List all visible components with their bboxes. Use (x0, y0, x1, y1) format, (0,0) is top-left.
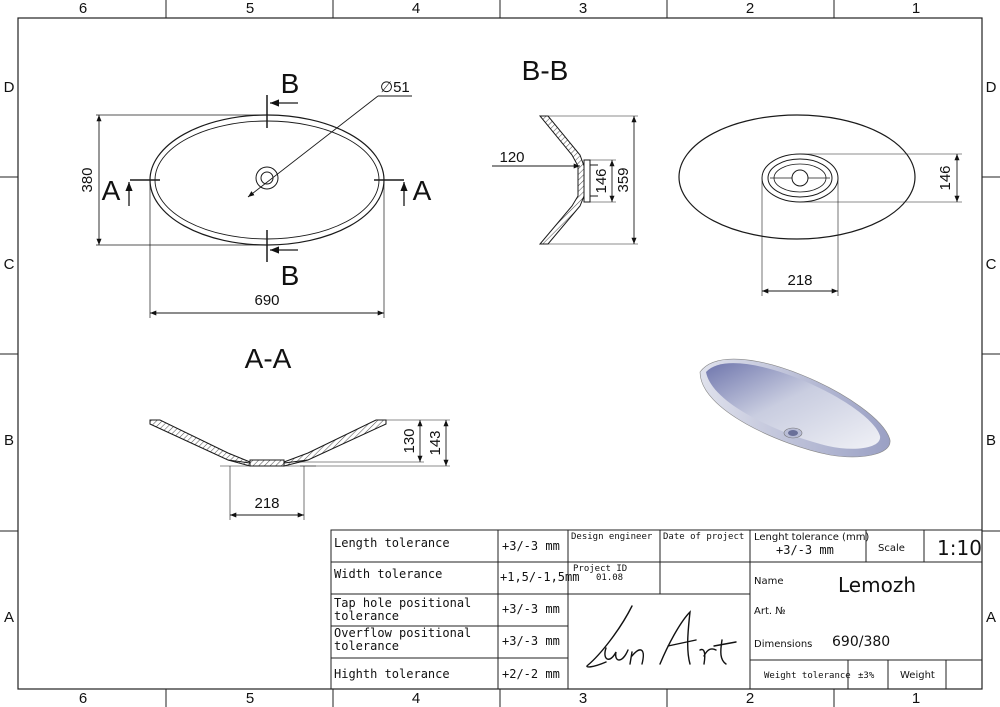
design-engineer-label: Design engineer (571, 532, 653, 542)
zone-left-b: B (3, 432, 15, 449)
dimensions-value: 690/380 (832, 634, 891, 650)
scale-label: Scale (878, 543, 905, 554)
drain-hole-outer (256, 167, 278, 189)
dimensions-label: Dimensions (754, 639, 813, 650)
zone-bottom-3: 4 (411, 690, 421, 707)
tol-width-label: Width tolerance (334, 567, 443, 581)
length-tol-mm-value: +3/-3 mm (776, 543, 834, 557)
dim-bottom-length: 218 (787, 272, 813, 289)
zone-top-6: 1 (911, 0, 921, 17)
cut-label-a-right: A (412, 175, 432, 206)
zone-bottom-4: 3 (578, 690, 588, 707)
zone-left-d: D (3, 79, 15, 96)
dim-plan-length: 690 (254, 292, 280, 309)
section-aa-title: A-A (244, 343, 292, 374)
dim-aa-h1: 130 (401, 428, 418, 454)
zone-right-a: A (985, 609, 997, 626)
zone-left-c: C (3, 256, 15, 273)
length-tol-mm-label: Lenght tolerance (mm) (754, 532, 870, 543)
product-name: Lemozh (838, 573, 916, 597)
zone-right-d: D (985, 79, 997, 96)
tol-overflow-value: +3/-3 mm (502, 634, 560, 648)
art-label: Art. № (754, 606, 786, 617)
zone-labels-right (986, 79, 997, 626)
tol-tap-label-2: tolerance (334, 609, 400, 623)
dim-bottom-width: 146 (937, 165, 954, 191)
zone-left-a: A (3, 609, 15, 626)
zone-bottom-2: 5 (245, 690, 255, 707)
tol-overflow-label-1: Overflow positional (334, 626, 472, 640)
zone-bottom-6: 1 (911, 690, 921, 707)
name-label: Name (754, 576, 784, 587)
tol-length-label: Length tolerance (334, 536, 450, 550)
zone-right-c: C (985, 256, 997, 273)
cut-label-a-left: A (101, 175, 121, 206)
zone-top-4: 3 (578, 0, 588, 17)
weight-label: Weight (900, 670, 935, 681)
bottom-drain-icon (792, 170, 808, 186)
zone-top-3: 4 (411, 0, 421, 17)
tol-height-value: +2/-2 mm (502, 667, 560, 681)
project-id-value: 01.08 (596, 573, 624, 583)
dim-bb-depth: 120 (499, 149, 525, 166)
tol-tap-value: +3/-3 mm (502, 602, 560, 616)
zone-labels-left (4, 79, 15, 626)
tolerance-table (334, 536, 579, 681)
dim-hole-diameter: ∅51 (380, 79, 410, 96)
dim-aa-base: 218 (254, 495, 280, 512)
section-bb-title: B-B (521, 55, 569, 86)
zone-top-2: 5 (245, 0, 255, 17)
plan-view (96, 95, 412, 318)
cut-label-b-bottom: B (280, 260, 300, 291)
scale-value: 1:10 (937, 536, 982, 560)
bottom-view (679, 115, 962, 296)
weight-tol-label: Weight tolerance (764, 671, 851, 681)
project-id-label: Project ID (573, 564, 628, 574)
tol-height-label: Highth tolerance (334, 667, 450, 681)
bottom-outer-rim (679, 115, 915, 239)
tol-width-value: +1,5/-1,5mm (500, 570, 580, 584)
dim-bb-outer: 359 (615, 167, 632, 193)
weight-tol-value: ±3% (858, 671, 875, 681)
tol-tap-label-1: Tap hole positional (334, 596, 472, 610)
cut-label-b-top: B (280, 68, 300, 99)
date-of-project-label: Date of project (663, 532, 745, 542)
zone-top-1: 6 (78, 0, 88, 17)
dim-plan-width: 380 (79, 167, 96, 193)
tol-overflow-label-2: tolerance (334, 639, 400, 653)
dim-aa-h2: 143 (427, 430, 444, 456)
zone-top-5: 2 (745, 0, 755, 17)
signature-logo (587, 606, 736, 667)
zone-right-b: B (985, 432, 997, 449)
tol-length-value: +3/-3 mm (502, 539, 560, 553)
plan-outer-rim (150, 115, 384, 245)
zone-bottom-1: 6 (78, 690, 88, 707)
iso-render (700, 359, 890, 457)
zone-bottom-5: 2 (745, 690, 755, 707)
dim-bb-inner: 146 (593, 168, 610, 194)
plan-inner-rim (155, 121, 379, 239)
